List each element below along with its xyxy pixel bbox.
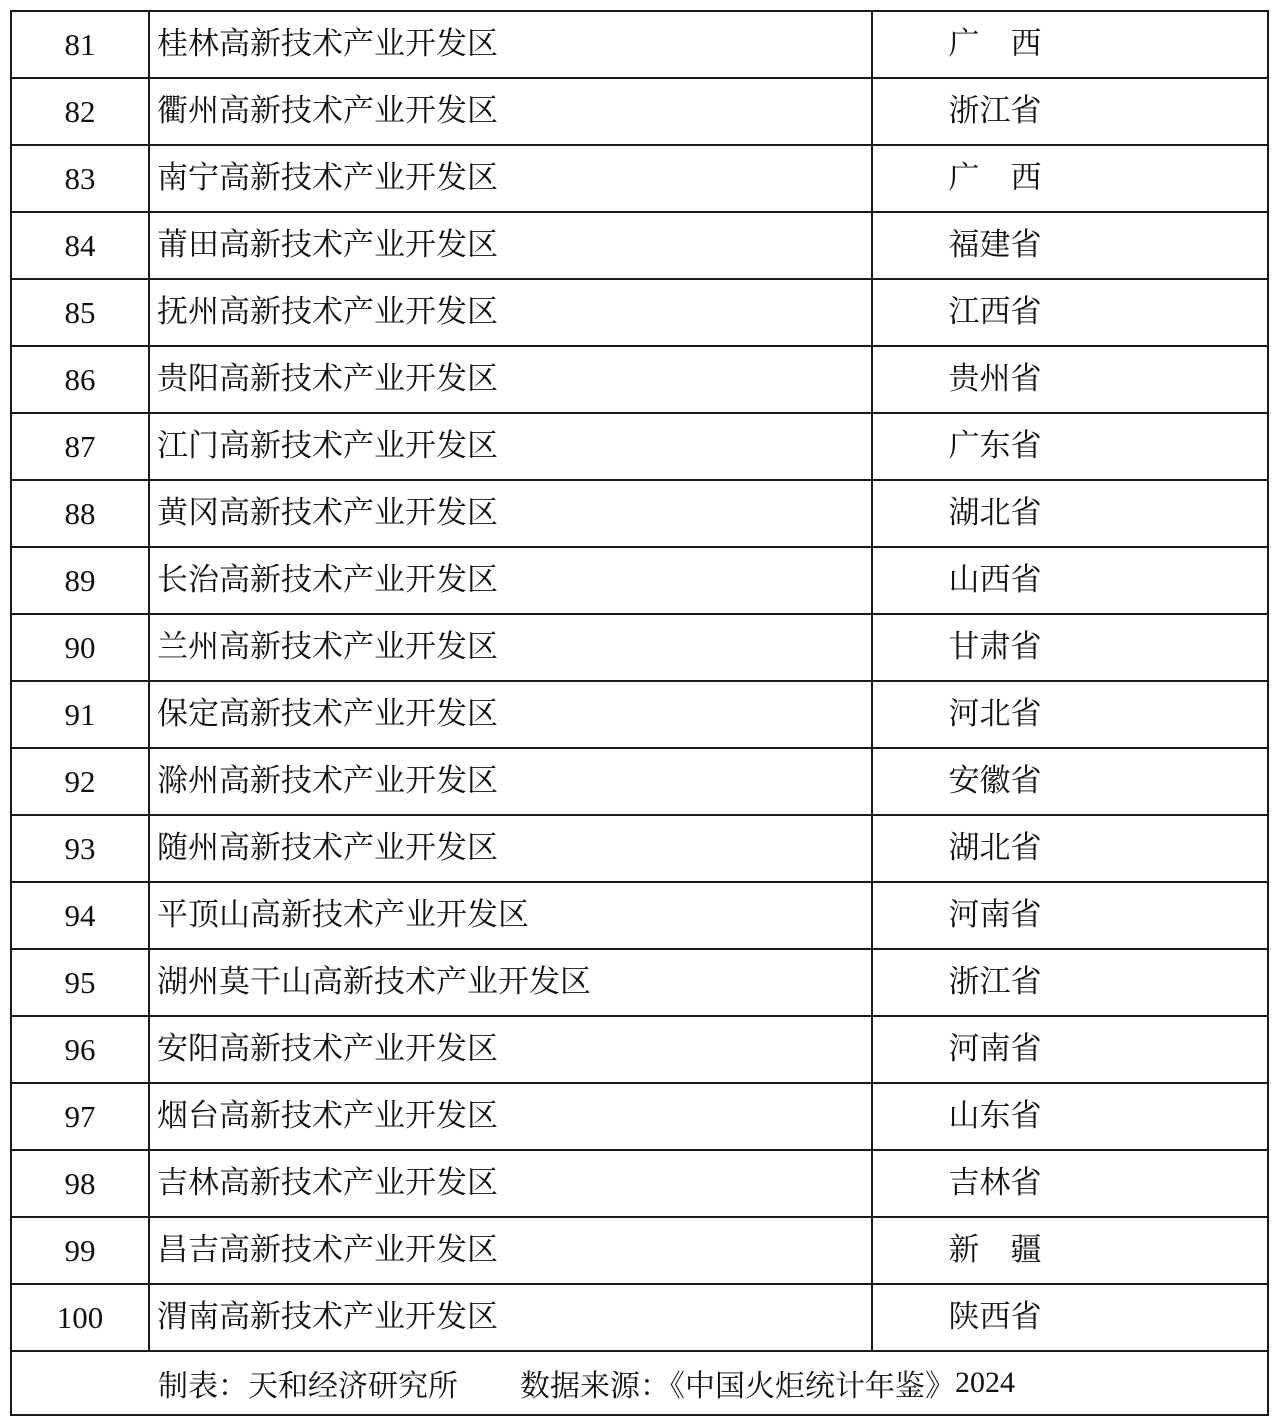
table-maker: 制表：天和经济研究所 [158,1369,458,1404]
row-number: 91 [12,681,149,748]
row-number: 83 [12,145,149,212]
zone-name: 抚州高新技术产业开发区 [149,279,872,346]
zone-table-body [12,12,1267,1351]
table-row [12,882,1267,949]
table-row [12,279,1267,346]
table-row [12,145,1267,212]
table-row [12,815,1267,882]
table-row [12,212,1267,279]
zone-name: 湖州莫干山高新技术产业开发区 [149,949,872,1016]
zone-table-sheet [10,10,1269,1416]
province: 山东省 [872,1083,1267,1150]
table-row [12,748,1267,815]
province: 福建省 [872,212,1267,279]
table-row [12,1083,1267,1150]
data-source-year: 2024 [955,1366,1015,1399]
province: 安徽省 [872,748,1267,815]
province: 河南省 [872,882,1267,949]
table-row [12,681,1267,748]
province: 湖北省 [872,815,1267,882]
row-number: 87 [12,413,149,480]
zone-name: 烟台高新技术产业开发区 [149,1083,872,1150]
zone-name: 长治高新技术产业开发区 [149,547,872,614]
province: 广 西 [872,12,1267,78]
table-row [12,949,1267,1016]
table-row [12,1217,1267,1284]
row-number: 96 [12,1016,149,1083]
zone-name: 昌吉高新技术产业开发区 [149,1217,872,1284]
table-row [12,12,1267,78]
data-source: 数据来源：《中国火炬统计年鉴》 [520,1369,955,1404]
province: 河北省 [872,681,1267,748]
zone-name: 吉林高新技术产业开发区 [149,1150,872,1217]
row-number: 81 [12,12,149,78]
province: 广 西 [872,145,1267,212]
province: 广东省 [872,413,1267,480]
zone-name: 兰州高新技术产业开发区 [149,614,872,681]
row-number: 95 [12,949,149,1016]
table-row [12,547,1267,614]
table-row [12,78,1267,145]
zone-name: 保定高新技术产业开发区 [149,681,872,748]
table-row [12,614,1267,681]
row-number: 90 [12,614,149,681]
table-footer [12,1352,1267,1416]
province: 浙江省 [872,949,1267,1016]
province: 甘肃省 [872,614,1267,681]
province: 贵州省 [872,346,1267,413]
province: 吉林省 [872,1150,1267,1217]
zone-name: 贵阳高新技术产业开发区 [149,346,872,413]
province: 江西省 [872,279,1267,346]
province: 新 疆 [872,1217,1267,1284]
row-number: 85 [12,279,149,346]
row-number: 84 [12,212,149,279]
row-number: 99 [12,1217,149,1284]
row-number: 92 [12,748,149,815]
province: 山西省 [872,547,1267,614]
table-row [12,480,1267,547]
zone-name: 莆田高新技术产业开发区 [149,212,872,279]
zone-name: 桂林高新技术产业开发区 [149,12,872,78]
row-number: 86 [12,346,149,413]
table-row [12,346,1267,413]
row-number: 94 [12,882,149,949]
zone-name: 渭南高新技术产业开发区 [149,1284,872,1351]
province: 陕西省 [872,1284,1267,1351]
row-number: 88 [12,480,149,547]
row-number: 97 [12,1083,149,1150]
row-number: 93 [12,815,149,882]
row-number: 98 [12,1150,149,1217]
zone-name: 滁州高新技术产业开发区 [149,748,872,815]
table-row [12,413,1267,480]
zone-name: 南宁高新技术产业开发区 [149,145,872,212]
zone-name: 江门高新技术产业开发区 [149,413,872,480]
zone-table [12,12,1267,1352]
row-number: 89 [12,547,149,614]
row-number: 100 [12,1284,149,1351]
table-row [12,1150,1267,1217]
zone-name: 衢州高新技术产业开发区 [149,78,872,145]
zone-name: 安阳高新技术产业开发区 [149,1016,872,1083]
province: 湖北省 [872,480,1267,547]
province: 浙江省 [872,78,1267,145]
row-number: 82 [12,78,149,145]
zone-name: 平顶山高新技术产业开发区 [149,882,872,949]
table-row [12,1284,1267,1351]
zone-name: 黄冈高新技术产业开发区 [149,480,872,547]
zone-name: 随州高新技术产业开发区 [149,815,872,882]
province: 河南省 [872,1016,1267,1083]
table-row [12,1016,1267,1083]
